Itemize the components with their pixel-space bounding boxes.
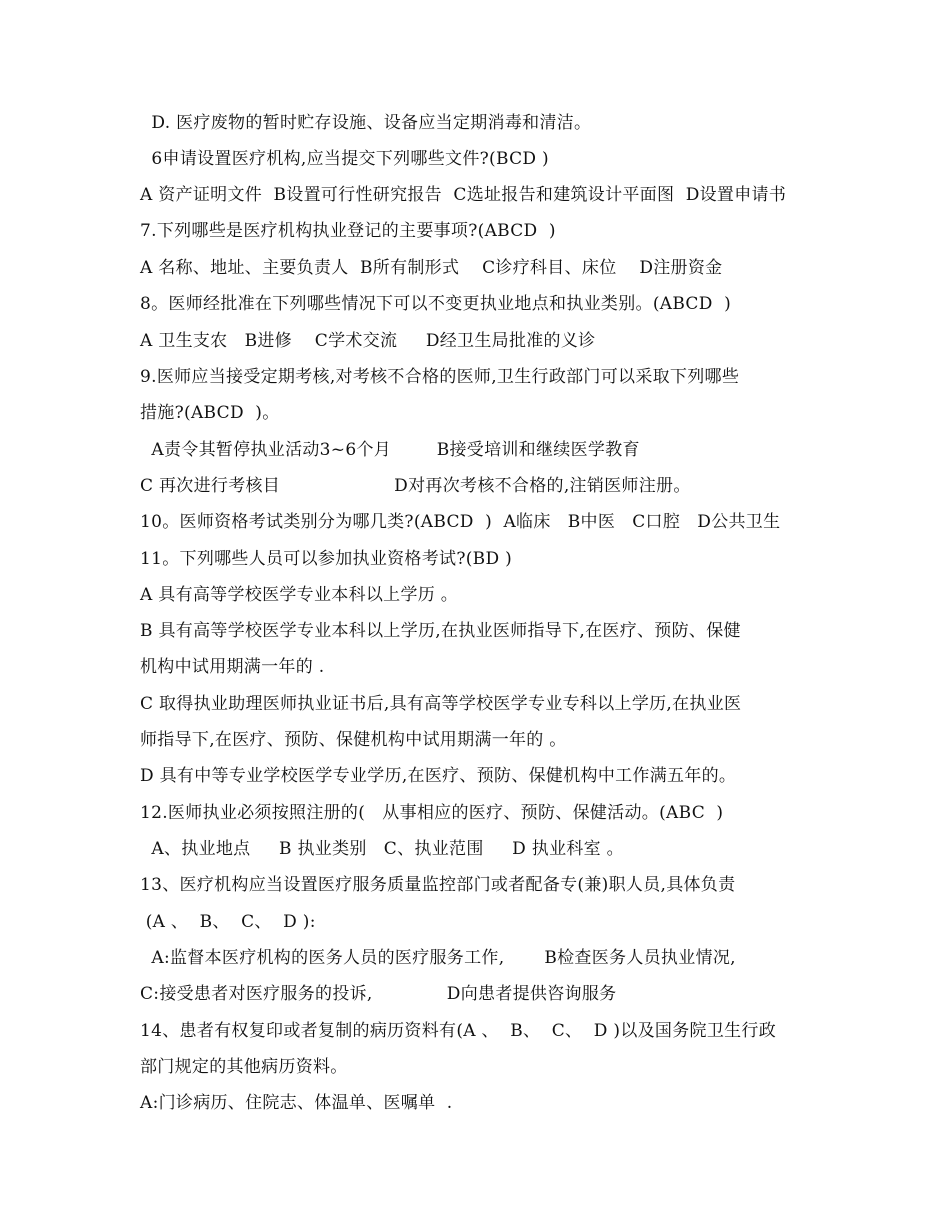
- text-line: A 卫生支农 B进修 C学术交流 D经卫生局批准的义诊: [140, 331, 596, 351]
- text-line: D 具有中等专业学校医学专业学历,在医疗、预防、保健机构中工作满五年的。: [140, 766, 737, 786]
- text-line: C:接受患者对医疗服务的投诉, D向患者提供咨询服务: [140, 984, 617, 1004]
- text-line: 措施?(ABCD )。: [140, 403, 280, 423]
- text-line: 9.医师应当接受定期考核,对考核不合格的医师,卫生行政部门可以采取下列哪些: [140, 367, 740, 387]
- text-line: A责令其暂停执业活动3~6个月 B接受培训和继续医学教育: [140, 440, 640, 460]
- text-line: 14、患者有权复印或者复制的病历资料有(A 、 B、 C、 D )以及国务院卫生行政: [140, 1021, 777, 1041]
- text-line: 8。医师经批准在下列哪些情况下可以不变更执业地点和执业类别。(ABCD ): [140, 294, 732, 314]
- text-line: C 再次进行考核目 D对再次考核不合格的,注销医师注册。: [140, 476, 691, 496]
- text-line: A 具有高等学校医学专业本科以上学历 。: [140, 585, 459, 605]
- text-line: A 资产证明文件 B设置可行性研究报告 C选址报告和建筑设计平面图 D设置申请书: [140, 185, 787, 205]
- text-line: D. 医疗废物的暂时贮存设施、设备应当定期消毒和清洁。: [140, 113, 592, 133]
- text-line: 师指导下,在医疗、预防、保健机构中试用期满一年的 。: [140, 730, 567, 750]
- text-line: A:门诊病历、住院志、体温单、医嘱单 .: [140, 1093, 453, 1113]
- text-line: A:监督本医疗机构的医务人员的医疗服务工作, B检查医务人员执业情况,: [140, 948, 736, 968]
- text-line: B 具有高等学校医学专业本科以上学历,在执业医师指导下,在医疗、预防、保健: [140, 621, 741, 641]
- text-line: 部门规定的其他病历资料。: [140, 1057, 348, 1077]
- text-line: 机构中试用期满一年的 .: [140, 657, 325, 677]
- text-line: 10。医师资格考试类别分为哪几类?(ABCD ) A临床 B中医 C口腔 D公共卫生: [140, 512, 781, 532]
- text-line: A、执业地点 B 执业类别 C、执业范围 D 执业科室 。: [140, 839, 624, 859]
- text-line: 13、医疗机构应当设置医疗服务质量监控部门或者配备专(兼)职人员,具体负责: [140, 875, 736, 895]
- text-line: (A 、 B、 C、 D ):: [140, 912, 316, 932]
- text-line: 7.下列哪些是医疗机构执业登记的主要事项?(ABCD ): [140, 221, 556, 241]
- text-line: C 取得执业助理医师执业证书后,具有高等学校医学专业专科以上学历,在执业医: [140, 694, 742, 714]
- text-line: 12.医师执业必须按照注册的( 从事相应的医疗、预防、保健活动。(ABC ): [140, 803, 724, 823]
- text-line: 6申请设置医疗机构,应当提交下列哪些文件?(BCD ): [140, 149, 549, 169]
- text-line: 11。下列哪些人员可以参加执业资格考试?(BD ): [140, 549, 513, 569]
- text-line: A 名称、地址、主要负责人 B所有制形式 C诊疗科目、床位 D注册资金: [140, 258, 723, 278]
